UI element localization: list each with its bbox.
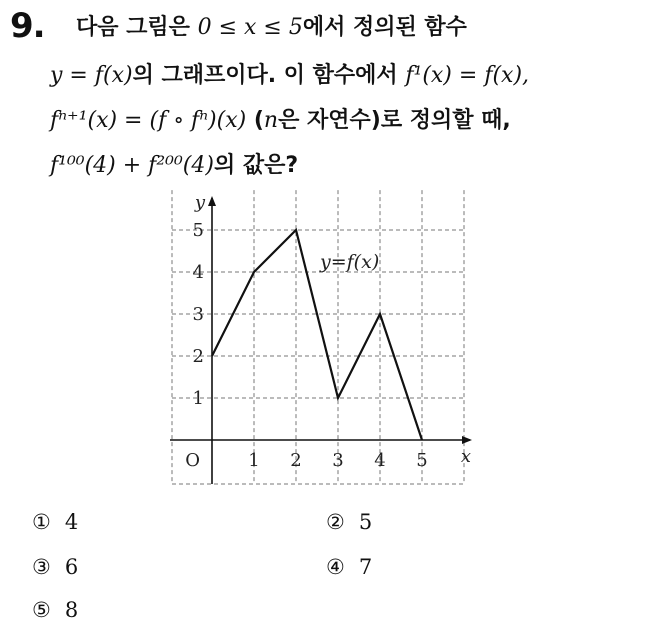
choice-4[interactable] — [326, 555, 372, 579]
y-axis-arrow — [208, 196, 216, 206]
choice-mark: ⑤ — [32, 598, 51, 622]
question-number: 9. — [10, 6, 45, 46]
y-axis-label: y — [194, 192, 206, 213]
axes — [170, 196, 472, 484]
question-line-3 — [50, 103, 511, 134]
choice-value: 8 — [64, 598, 79, 622]
recurrence-base-expression: f¹(x) = f(x), — [405, 63, 530, 88]
choice-mark: ③ — [32, 555, 51, 579]
y-tick-label: 4 — [192, 262, 204, 283]
question-line-2 — [50, 58, 529, 89]
series-line-layer — [212, 230, 422, 440]
choice-value: 4 — [64, 510, 79, 534]
function-expression: y = f(x) — [50, 63, 133, 88]
question-line-1 — [76, 10, 467, 41]
curve-label: y=f(x) — [320, 251, 380, 273]
choice-1[interactable] — [32, 510, 78, 534]
function-graph — [160, 188, 470, 488]
choice-2[interactable] — [326, 510, 372, 534]
target-expression: f¹⁰⁰(4) + f²⁰⁰(4) — [50, 153, 214, 178]
tick-labels — [185, 192, 471, 471]
y-tick-label: 5 — [192, 220, 204, 241]
x-tick-label: 3 — [332, 450, 344, 471]
question-text: ( — [246, 108, 264, 133]
choice-5[interactable] — [32, 598, 78, 622]
choice-mark: ④ — [326, 555, 345, 579]
choice-mark: ① — [32, 510, 51, 534]
choice-3[interactable] — [32, 555, 78, 579]
y-tick-label: 1 — [192, 388, 204, 409]
choice-value: 6 — [64, 555, 79, 579]
question-text: 에서 정의된 함수 — [302, 15, 467, 40]
x-axis-label: x — [460, 446, 472, 467]
x-axis-arrow — [462, 436, 472, 444]
question-text: 의 값은? — [213, 153, 299, 178]
choice-value: 5 — [358, 510, 373, 534]
series-line-f — [212, 230, 422, 440]
recurrence-expression: fⁿ⁺¹(x) = (f ∘ fⁿ)(x) — [50, 108, 247, 133]
choice-mark: ② — [326, 510, 345, 534]
x-tick-label: 4 — [374, 450, 386, 471]
variable-n: n — [263, 108, 279, 133]
x-tick-label: 5 — [416, 450, 428, 471]
y-tick-label: 3 — [192, 304, 204, 325]
x-tick-label: 1 — [248, 450, 260, 471]
question-text: 의 그래프이다. 이 함수에서 — [132, 63, 406, 88]
x-tick-label: 2 — [290, 450, 302, 471]
choice-value: 7 — [358, 555, 373, 579]
question-line-4 — [50, 148, 298, 179]
y-tick-label: 2 — [192, 346, 204, 367]
question-text: 다음 그림은 — [76, 15, 198, 40]
origin-label: O — [185, 450, 200, 471]
domain-expression: 0 ≤ x ≤ 5 — [197, 15, 303, 40]
question-text: 은 자연수)로 정의할 때, — [278, 108, 511, 133]
